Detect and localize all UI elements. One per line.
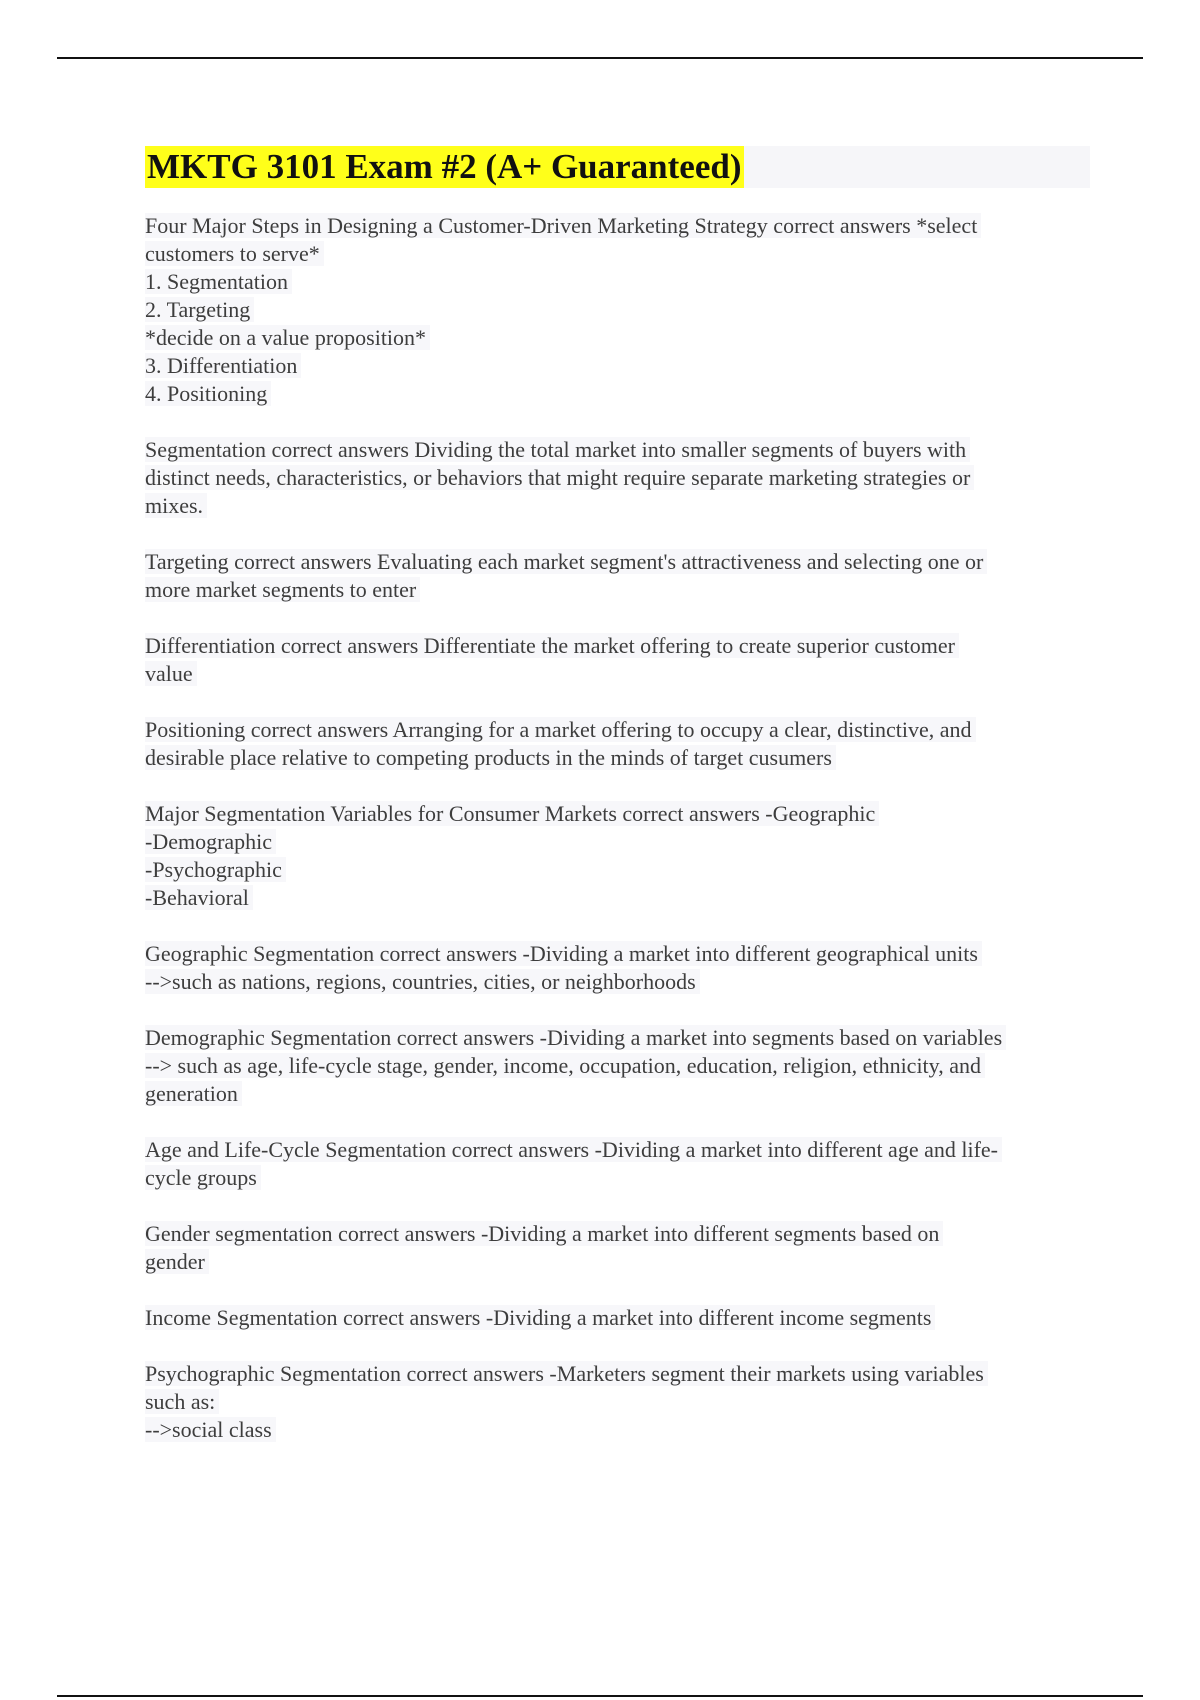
qa-line-text: more market segments to enter xyxy=(145,577,420,602)
qa-line xyxy=(145,212,1090,240)
qa-line-text: Segmentation correct answers Dividing the total market into smaller segments of buyers with xyxy=(145,437,970,462)
qa-line xyxy=(145,548,1090,576)
title-band xyxy=(145,146,1090,188)
qa-line-text: gender xyxy=(145,1249,209,1274)
qa-line xyxy=(145,1024,1090,1052)
qa-line-text: Major Segmentation Variables for Consumer Markets correct answers -Geographic xyxy=(145,801,879,826)
qa-entry xyxy=(145,436,1090,520)
qa-line xyxy=(145,968,1090,996)
qa-line-text: -Behavioral xyxy=(145,885,253,910)
qa-line-text: such as: xyxy=(145,1389,219,1414)
qa-line-text: -->social class xyxy=(145,1417,276,1442)
qa-line-text: 2. Targeting xyxy=(145,297,254,322)
qa-line xyxy=(145,380,1090,408)
qa-line-text: 4. Positioning xyxy=(145,381,271,406)
qa-line xyxy=(145,1080,1090,1108)
qa-line-text: Income Segmentation correct answers -Dividing a market into different income segments xyxy=(145,1305,935,1330)
qa-line xyxy=(145,1416,1090,1444)
qa-line xyxy=(145,744,1090,772)
qa-line xyxy=(145,1304,1090,1332)
qa-line xyxy=(145,1360,1090,1388)
qa-line xyxy=(145,240,1090,268)
qa-line-text: value xyxy=(145,661,197,686)
qa-list xyxy=(145,212,1090,1444)
qa-entry xyxy=(145,1304,1090,1332)
qa-line-text: Positioning correct answers Arranging for a market offering to occupy a clear, distinctive, and xyxy=(145,717,976,742)
qa-line-text: Gender segmentation correct answers -Dividing a market into different segments based on xyxy=(145,1221,943,1246)
qa-line xyxy=(145,884,1090,912)
qa-line-text: Targeting correct answers Evaluating each market segment's attractiveness and selecting one or xyxy=(145,549,987,574)
qa-line-text: cycle groups xyxy=(145,1165,261,1190)
qa-line-text: distinct needs, characteristics, or behaviors that might require separate marketing strategies or xyxy=(145,465,974,490)
qa-line xyxy=(145,716,1090,744)
qa-line xyxy=(145,352,1090,380)
qa-line-text: Demographic Segmentation correct answers -Dividing a market into segments based on variables xyxy=(145,1025,1006,1050)
qa-line xyxy=(145,800,1090,828)
qa-line-text: -->such as nations, regions, countries, cities, or neighborhoods xyxy=(145,969,700,994)
qa-line-text: Differentiation correct answers Differentiate the market offering to create superior customer xyxy=(145,633,959,658)
bottom-rule xyxy=(57,1695,1143,1697)
qa-entry xyxy=(145,1136,1090,1192)
qa-line xyxy=(145,1220,1090,1248)
qa-line-text: -Psychographic xyxy=(145,857,286,882)
qa-line-text: 1. Segmentation xyxy=(145,269,292,294)
qa-entry xyxy=(145,716,1090,772)
qa-line xyxy=(145,492,1090,520)
qa-entry xyxy=(145,940,1090,996)
top-rule xyxy=(57,57,1143,59)
qa-entry xyxy=(145,1360,1090,1444)
qa-line xyxy=(145,940,1090,968)
qa-line xyxy=(145,576,1090,604)
qa-line xyxy=(145,436,1090,464)
document-page xyxy=(145,146,1090,1472)
qa-line-text: customers to serve* xyxy=(145,241,324,266)
qa-line xyxy=(145,464,1090,492)
qa-line-text: Four Major Steps in Designing a Customer-Driven Marketing Strategy correct answers *select xyxy=(145,213,981,238)
qa-line-text: -Demographic xyxy=(145,829,276,854)
qa-line-text: generation xyxy=(145,1081,242,1106)
qa-line xyxy=(145,856,1090,884)
qa-entry xyxy=(145,1220,1090,1276)
qa-entry xyxy=(145,632,1090,688)
qa-line-text: desirable place relative to competing products in the minds of target cusumers xyxy=(145,745,836,770)
qa-line-text: Geographic Segmentation correct answers -Dividing a market into different geographical units xyxy=(145,941,982,966)
qa-line-text: 3. Differentiation xyxy=(145,353,301,378)
qa-entry xyxy=(145,212,1090,408)
qa-entry xyxy=(145,800,1090,912)
qa-line xyxy=(145,632,1090,660)
qa-line xyxy=(145,296,1090,324)
qa-line xyxy=(145,1136,1090,1164)
qa-line-text: Age and Life-Cycle Segmentation correct answers -Dividing a market into different age and life- xyxy=(145,1137,1002,1162)
document-title: MKTG 3101 Exam #2 (A+ Guaranteed) xyxy=(147,147,742,186)
qa-entry xyxy=(145,548,1090,604)
qa-line xyxy=(145,660,1090,688)
qa-line xyxy=(145,1388,1090,1416)
qa-line xyxy=(145,1052,1090,1080)
qa-line xyxy=(145,1248,1090,1276)
qa-entry xyxy=(145,1024,1090,1108)
qa-line-text: *decide on a value proposition* xyxy=(145,325,430,350)
qa-line-text: Psychographic Segmentation correct answers -Marketers segment their markets using variables xyxy=(145,1361,988,1386)
qa-line-text: --> such as age, life-cycle stage, gender, income, occupation, education, religion, ethnicity, and xyxy=(145,1053,985,1078)
qa-line xyxy=(145,324,1090,352)
qa-line xyxy=(145,1164,1090,1192)
qa-line-text: mixes. xyxy=(145,493,207,518)
qa-line xyxy=(145,268,1090,296)
qa-line xyxy=(145,828,1090,856)
